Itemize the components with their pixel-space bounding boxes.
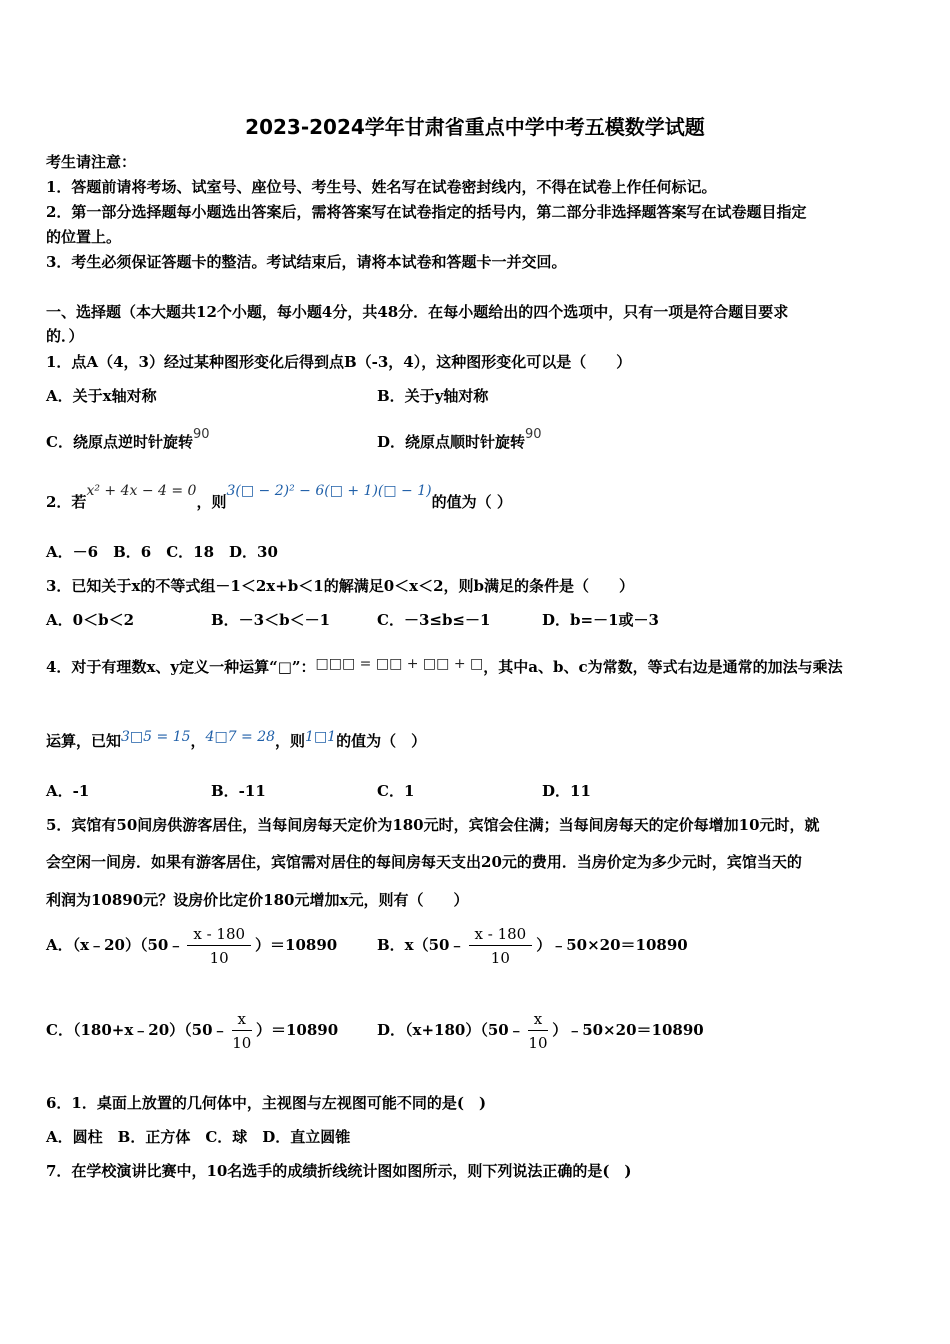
q5-b-fraction [469, 924, 533, 968]
q5-c-denominator: 10 [232, 1034, 252, 1052]
section-heading: 一、选择题（本大题共12个小题，每小题4分，共48分．在每小题给出的四个选项中，只有一项是符合题目要求 [46, 303, 789, 321]
q3-option-a: A．0＜b＜2 [46, 611, 135, 629]
q3-option-d: D．b=－1或－3 [542, 611, 659, 629]
question-3-stem: 3．已知关于x的不等式组－1＜2x+b＜1的解满足0＜x＜2，则b满足的条件是（ ） [46, 577, 634, 595]
q5-c-numerator: x [232, 1009, 252, 1031]
q5-c-suffix: ）＝10890 [255, 1021, 339, 1039]
question-1-stem: 1．点A（4，3）经过某种图形变化后得到点B（-3，4），这种图形变化可以是（ ） [46, 353, 632, 371]
q2-options: A．－6 B．6 C．18 D．30 [46, 543, 278, 561]
q5-option-c [46, 1009, 338, 1053]
q5-option-a [46, 924, 337, 968]
notice-item-1: 1．答题前请将考场、试室号、座位号、考生号、姓名写在试卷密封线内，不得在试卷上作任何标记。 [46, 178, 717, 196]
q5-a-numerator: x - 180 [187, 924, 251, 946]
q5-d-prefix: D．（x+180）（50﹣ [377, 1021, 524, 1039]
question-5-line2: 会空闲一间房．如果有游客居住，宾馆需对居住的每间房每天支出20元的费用．当房价定为多少元时，宾馆当天的 [46, 853, 802, 871]
q1-option-c [46, 427, 210, 454]
question-4-stem [46, 657, 843, 678]
notice-heading: 考生请注意： [46, 153, 137, 171]
q2-middle: ，则 [196, 493, 227, 511]
q5-b-numerator: x - 180 [469, 924, 533, 946]
q5-a-suffix: ）＝10890 [255, 936, 338, 954]
q1-option-a: A．关于x轴对称 [46, 387, 157, 405]
q4-line2-suffix: 的值为（ ） [336, 732, 427, 750]
notice-item-3: 3．考生必须保证答题卡的整洁。考试结束后，请将本试卷和答题卡一并交回。 [46, 253, 567, 271]
q1-option-d [377, 427, 542, 454]
q5-c-prefix: C．（180+x﹣20）（50﹣ [46, 1021, 228, 1039]
q4-option-a: A．-1 [46, 782, 90, 800]
question-4-line2 [46, 731, 426, 752]
question-7-stem: 7．在学校演讲比赛中，10名选手的成绩折线统计图如图所示，则下列说法正确的是( ) [46, 1162, 632, 1180]
notice-item-2-cont: 的位置上。 [46, 228, 122, 246]
q4-equation: □□□ = □□ + □□ + □ [315, 656, 484, 672]
q5-d-suffix: ）﹣50×20＝10890 [552, 1021, 704, 1039]
q1-option-c-degree: 90 [192, 427, 210, 442]
q5-b-suffix: ）﹣50×20＝10890 [536, 936, 688, 954]
q5-a-fraction [187, 924, 251, 968]
q3-option-c: C．－3≤b≤－1 [377, 611, 491, 629]
question-5-line3: 利润为10890元？设房价比定价180元增加x元，则有（ ） [46, 891, 469, 909]
q5-a-prefix: A．（x﹣20）（50﹣ [46, 936, 184, 954]
q6-options: A．圆柱 B．正方体 C．球 D．直立圆锥 [46, 1128, 351, 1146]
page-title: 2023-2024学年甘肃省重点中学中考五模数学试题 [245, 115, 705, 139]
q4-prefix: 4．对于有理数x、y定义一种运算“□”： [46, 658, 316, 676]
q5-b-prefix: B．x（50﹣ [377, 936, 465, 954]
notice-item-2: 2．第一部分选择题每小题选出答案后，需将答案写在试卷指定的括号内，第二部分非选择题答案写在试卷题目指定 [46, 203, 807, 221]
q5-d-fraction [528, 1009, 548, 1053]
q5-option-b [377, 924, 688, 968]
q5-a-denominator: 10 [209, 949, 229, 967]
q4-option-d: D．11 [542, 782, 591, 800]
q4-known-1: 3□5 = 15 [121, 729, 191, 745]
q4-option-b: B．-11 [211, 782, 266, 800]
q1-option-d-text: D．绕原点顺时针旋转 [377, 433, 526, 451]
q2-prefix: 2．若 [46, 493, 87, 511]
q2-expression: 3(□ − 2)² − 6(□ + 1)(□ − 1) [226, 483, 432, 499]
q1-option-d-degree: 90 [525, 427, 542, 442]
q1-option-c-text: C．绕原点逆时针旋转 [46, 433, 193, 451]
q4-line2-prefix: 运算，已知 [46, 732, 122, 750]
q4-then: ，则 [275, 732, 306, 750]
question-6-stem: 6．1．桌面上放置的几何体中，主视图与左视图可能不同的是( ) [46, 1094, 487, 1112]
q4-known-2: 4□7 = 28 [205, 729, 276, 745]
q1-option-b: B．关于y轴对称 [377, 387, 489, 405]
q5-option-d [377, 1009, 704, 1053]
q4-suffix: ，其中a、b、c为常数，等式右边是通常的加法与乘法 [483, 658, 843, 676]
q4-option-c: C．1 [377, 782, 415, 800]
q2-suffix: 的值为（ ） [431, 493, 512, 511]
q2-equation: x² + 4x − 4 = 0 [86, 483, 197, 499]
q5-d-numerator: x [528, 1009, 548, 1031]
q4-target: 1□1 [305, 729, 337, 745]
section-heading-cont: 的．） [46, 327, 84, 345]
q5-d-denominator: 10 [528, 1034, 548, 1052]
q5-b-denominator: 10 [490, 949, 510, 967]
q3-option-b: B．－3＜b＜－1 [211, 611, 331, 629]
question-2-stem [46, 483, 512, 513]
q4-sep: ， [190, 732, 206, 750]
q5-c-fraction [232, 1009, 252, 1053]
question-5-line1: 5．宾馆有50间房供游客居住，当每间房每天定价为180元时，宾馆会住满；当每间房每天的定价每增加10元时，就 [46, 816, 820, 834]
